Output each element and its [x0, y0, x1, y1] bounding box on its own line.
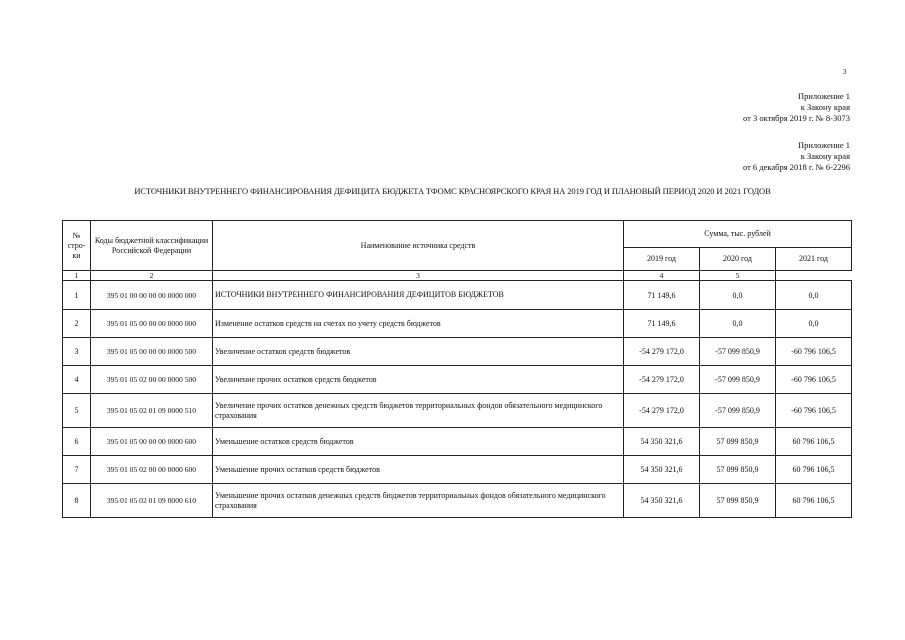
row-budget-code: 395 01 05 02 00 00 0000 600	[91, 456, 213, 484]
row-value-2019: 71 149,6	[624, 281, 700, 310]
row-value-2020: 0,0	[700, 281, 776, 310]
row-number: 5	[63, 394, 91, 428]
row-source-name: Изменение остатков средств на счетах по учету средств бюджетов	[213, 310, 624, 338]
row-value-2021: 60 796 106,5	[776, 484, 852, 518]
table-row	[63, 456, 852, 484]
row-source-name: Уменьшение остатков средств бюджетов	[213, 428, 624, 456]
appendix-block-original	[743, 140, 850, 173]
row-value-2019: 54 350 321,6	[624, 484, 700, 518]
column-index: 5	[700, 271, 776, 281]
column-index: 3	[213, 271, 624, 281]
row-budget-code: 395 01 05 00 00 00 0000 500	[91, 338, 213, 366]
row-value-2020: 57 099 850,9	[700, 484, 776, 518]
header-year-2021: 2021 год	[776, 248, 852, 271]
row-number: 7	[63, 456, 91, 484]
row-number: 3	[63, 338, 91, 366]
row-number: 1	[63, 281, 91, 310]
row-number: 8	[63, 484, 91, 518]
row-value-2020: 57 099 850,9	[700, 456, 776, 484]
row-budget-code: 395 01 00 00 00 00 0000 000	[91, 281, 213, 310]
document-title: ИСТОЧНИКИ ВНУТРЕННЕГО ФИНАНСИРОВАНИЯ ДЕФИЦИТА БЮДЖЕТА ТФОМС КРАСНОЯРСКОГО КРАЯ НА 2019 ГОД И ПЛАНОВЫЙ ПЕРИОД 2020 И 2021 ГОДОВ	[134, 186, 771, 196]
row-source-name: Увеличение остатков средств бюджетов	[213, 338, 624, 366]
appendix-date: от 6 декабря 2018 г. № 6-2296	[742, 162, 850, 172]
row-source-name: Уменьшение прочих остатков денежных средств бюджетов территориальных фондов обязательного медицинского страхования	[213, 484, 624, 518]
row-budget-code: 395 01 05 00 00 00 0000 000	[91, 310, 213, 338]
row-budget-code: 395 01 05 02 01 09 0000 610	[91, 484, 213, 518]
budget-sources-table	[62, 220, 852, 518]
column-index: 2	[91, 271, 213, 281]
table-row	[63, 310, 852, 338]
column-index: 4	[624, 271, 700, 281]
row-source-name: Увеличение прочих остатков средств бюджетов	[213, 366, 624, 394]
row-number: 2	[63, 310, 91, 338]
row-value-2021: 60 796 106,5	[776, 456, 852, 484]
row-value-2021: -60 796 106,5	[776, 338, 852, 366]
appendix-law: к Закону края	[800, 151, 850, 161]
appendix-date: от 3 октября 2019 г. № 8-3073	[743, 113, 850, 123]
row-value-2020: 57 099 850,9	[700, 428, 776, 456]
appendix-title: Приложение 1	[798, 91, 850, 101]
appendix-law: к Закону края	[800, 102, 850, 112]
table-row	[63, 338, 852, 366]
row-value-2021: 0,0	[776, 281, 852, 310]
row-source-name: ИСТОЧНИКИ ВНУТРЕННЕГО ФИНАНСИРОВАНИЯ ДЕФИЦИТОВ БЮДЖЕТОВ	[213, 281, 624, 310]
row-value-2021: 60 796 106,5	[776, 428, 852, 456]
table-column-index-row	[63, 271, 852, 281]
row-value-2020: -57 099 850,9	[700, 338, 776, 366]
table-row	[63, 484, 852, 518]
column-index: 1	[63, 271, 91, 281]
header-row-number: № стро-ки	[63, 221, 91, 271]
row-value-2019: -54 279 172,0	[624, 394, 700, 428]
table-row	[63, 428, 852, 456]
row-source-name: Увеличение прочих остатков денежных средств бюджетов территориальных фондов обязательного медицинского страхования	[213, 394, 624, 428]
page-number: 3	[843, 68, 847, 76]
row-value-2019: 54 350 321,6	[624, 456, 700, 484]
row-value-2019: 71 149,6	[624, 310, 700, 338]
table-row	[63, 394, 852, 428]
row-number: 4	[63, 366, 91, 394]
row-source-name: Уменьшение прочих остатков средств бюджетов	[213, 456, 624, 484]
row-value-2019: -54 279 172,0	[624, 366, 700, 394]
header-budget-code: Коды бюджетной классификации Российской Федерации	[91, 221, 213, 271]
appendix-title: Приложение 1	[798, 140, 850, 150]
row-value-2020: -57 099 850,9	[700, 366, 776, 394]
header-sum: Сумма, тыс. рублей	[624, 221, 852, 248]
table-row	[63, 281, 852, 310]
table-row	[63, 366, 852, 394]
header-source-name: Наименование источника средств	[213, 221, 624, 271]
appendix-block-current	[743, 91, 850, 124]
row-value-2021: -60 796 106,5	[776, 366, 852, 394]
header-year-2019: 2019 год	[624, 248, 700, 271]
row-budget-code: 395 01 05 02 01 09 0000 510	[91, 394, 213, 428]
row-budget-code: 395 01 05 00 00 00 0000 600	[91, 428, 213, 456]
row-value-2020: -57 099 850,9	[700, 394, 776, 428]
row-value-2021: -60 796 106,5	[776, 394, 852, 428]
row-value-2021: 0,0	[776, 310, 852, 338]
row-value-2019: -54 279 172,0	[624, 338, 700, 366]
row-value-2020: 0,0	[700, 310, 776, 338]
row-value-2019: 54 350 321,6	[624, 428, 700, 456]
row-budget-code: 395 01 05 02 00 00 0000 500	[91, 366, 213, 394]
header-year-2020: 2020 год	[700, 248, 776, 271]
row-number: 6	[63, 428, 91, 456]
table-header-row	[63, 221, 852, 248]
